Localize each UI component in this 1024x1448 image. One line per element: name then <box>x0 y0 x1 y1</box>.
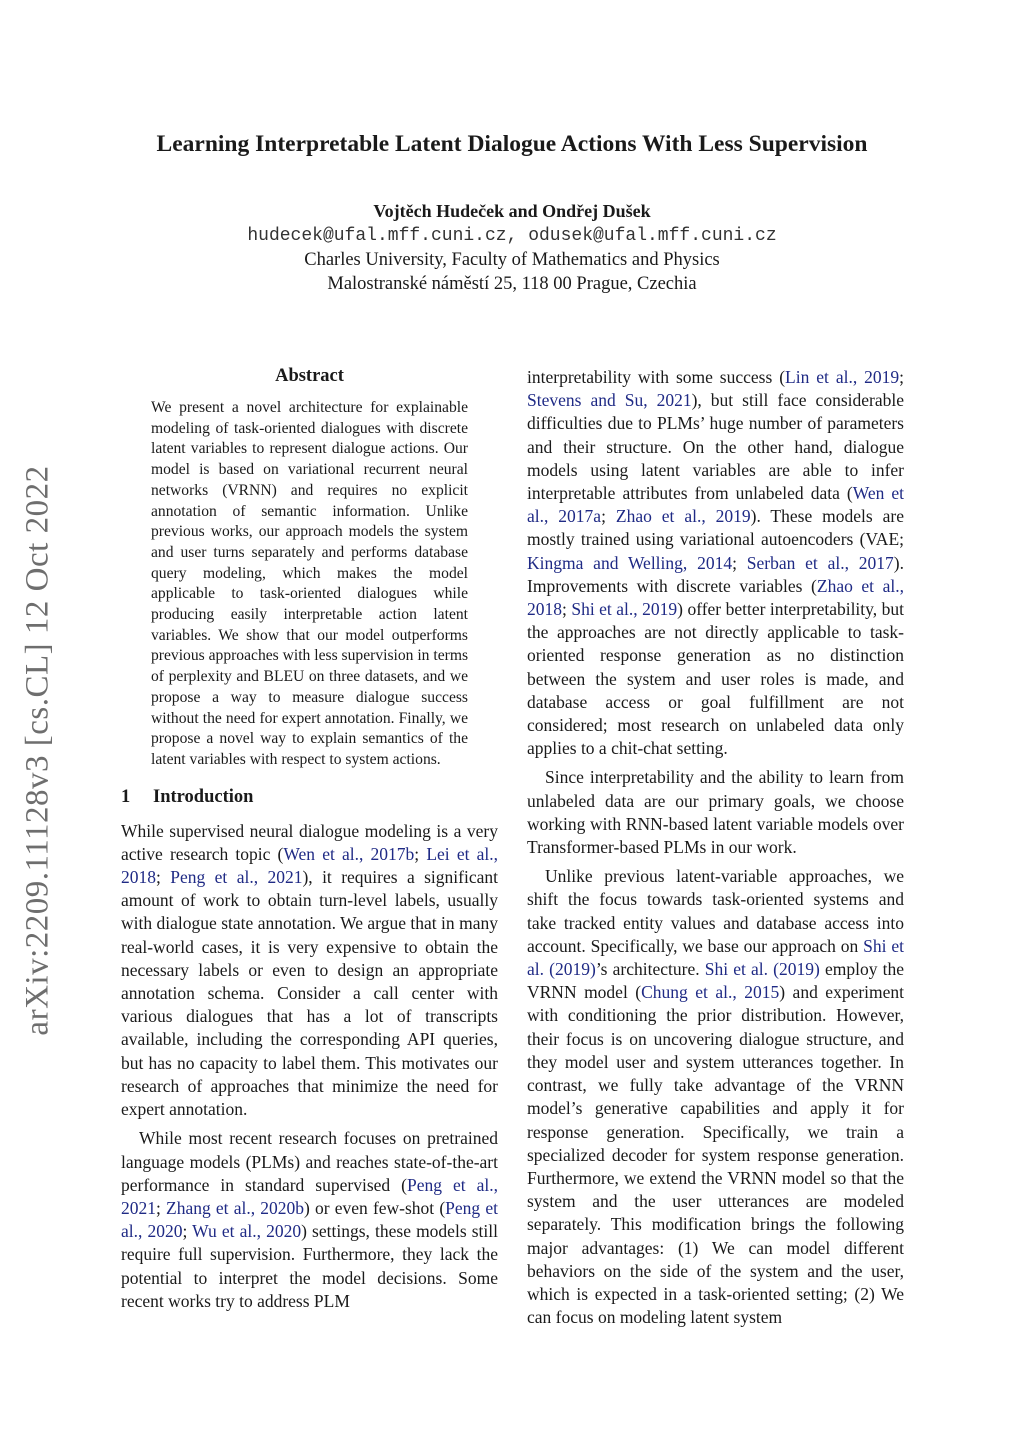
author-emails: hudecek@ufal.mff.cuni.cz, odusek@ufal.mff.cuni.cz <box>247 226 777 246</box>
text-run: While most recent research focuses on pretrained language models (PLMs) and reaches state-of-the-art performance in standard supervised ( <box>121 1128 498 1195</box>
left-column <box>121 366 498 1313</box>
section-title: Introduction <box>153 786 254 807</box>
text-run: ), but still face considerable difficulties due to PLMs’ huge number of parameters and their structure. On the other hand, dialogue models using latent variables are able to infer interpretable attributes from unlabeled data ( <box>527 390 904 504</box>
citation-link[interactable]: Zhao et al., 2019 <box>615 506 751 527</box>
text-run: ; <box>156 1197 167 1218</box>
arxiv-stamp <box>10 430 66 1070</box>
author-block <box>0 198 1024 296</box>
text-run: ) offer better interpretability, but the approaches are not directly applicable to task-oriented response generation as no distinction between the system and user roles is made, and database access or goal fulfillment are not considered; most research on unlabeled data only applies to a chit-chat setting. <box>527 599 904 759</box>
citation-link[interactable]: Zhang et al., 2020b <box>166 1197 304 1218</box>
intro-paragraph-2 <box>121 1127 498 1313</box>
paper-title: Learning Interpretable Latent Dialogue Actions With Less Supervision <box>156 131 868 157</box>
citation-link[interactable]: Lei et al., 2018 <box>121 843 498 888</box>
text-run: ; <box>156 867 171 888</box>
text-run: ), it requires a significant amount of work to obtain turn-level labels, usually with dialogue state annotation. We argue that in many real-world cases, it is very expensive to obtain the necessary labels or even to design an appropriate annotation schema. Consider a call center with various dialogues that has a lot of transcripts available, including the corresponding API queries, but has no capacity to label them. This motivates our research of approaches that minimize the need for expert annotation. <box>121 867 498 1120</box>
citation-link[interactable]: Peng et al., 2020 <box>121 1197 498 1242</box>
text-run: ; <box>562 599 572 620</box>
text-run: ; <box>182 1221 193 1242</box>
arxiv-identifier: arXiv:2209.11128v3 [cs.CL] 12 Oct 2022 <box>19 464 56 1036</box>
citation-link[interactable]: Shi et al., 2019 <box>571 599 678 620</box>
citation-link[interactable]: Wen et al., 2017a <box>527 483 905 527</box>
citation-link[interactable]: Chung et al., 2015 <box>641 982 780 1003</box>
citation-link[interactable]: Lin et al., 2019 <box>785 367 900 387</box>
citation-link[interactable]: Kingma and Welling, 2014 <box>527 552 733 573</box>
text-run: ) and experiment with conditioning the prior distribution. However, their focus is on uncovering dialogue structure, and they model user and system utterances together. In contrast, we fully take advantage of the VRNN model’s generative capabilities and apply it for response generation. Specifically, we train a specialized decoder for system response generation. Furthermore, we extend the VRNN model so that the system and the user utterances are modeled separately. This modification brings the following major advantages: (1) We can model different behaviors on the side of the system and the user, which is expected in a task-oriented setting; (2) We can focus on modeling latent system <box>527 982 905 1328</box>
section-number: 1 <box>121 786 131 807</box>
text-run: While supervised neural dialogue modeling is a very active research topic ( <box>121 820 498 864</box>
citation-link[interactable]: Peng et al., 2021 <box>170 867 303 888</box>
text-run: ; <box>732 552 747 573</box>
citation-link[interactable]: Wu et al., 2020 <box>192 1221 302 1242</box>
right-paragraph-1 <box>527 366 904 760</box>
citation-link[interactable]: Serban et al., 2017 <box>746 552 894 573</box>
text-run: ; <box>899 367 904 387</box>
section-heading-introduction <box>121 787 498 808</box>
citation-link[interactable]: Peng et al., 2021 <box>121 1174 498 1218</box>
text-run: ’s architecture. <box>595 959 705 980</box>
citation-link[interactable]: Shi et al. (2019) <box>527 935 904 980</box>
text-run: ) settings, these models still require full supervision. Furthermore, they lack the potential to interpret the model decisions. Some recent works try to address PLM <box>121 1221 498 1311</box>
citation-link[interactable]: Stevens and Su, 2021 <box>527 390 692 411</box>
text-run: employ the VRNN model ( <box>527 959 904 1003</box>
text-run: ; <box>414 843 427 864</box>
citation-link[interactable]: Wen et al., 2017b <box>283 843 415 864</box>
right-paragraph-2: Since interpretability and the ability to learn from unlabeled data are our primary goals, we choose working with RNN-based latent variable models over Transformer-based PLMs in our work. <box>527 767 904 858</box>
affiliation: Charles University, Faculty of Mathematics and Physics <box>304 250 720 270</box>
abstract-text: We present a novel architecture for explainable modeling of task-oriented dialogues with discrete latent variables to represent dialogue actions. Our model is based on variational recurrent neural networks (VRNN) and requires no explicit annotation of semantic information. Unlike previous works, our approach models the system and user turns separately and performs database query modeling, which makes the model applicable to task-oriented dialogues while producing easily interpretable action latent variables. We show that our model outperforms previous approaches with less supervision in terms of perplexity and BLEU on three datasets, and we propose a way to measure dialogue success without the need for expert annotation. Finally, we propose a novel way to explain semantics of the latent variables with respect to system actions. <box>151 399 469 768</box>
citation-link[interactable]: Shi et al. (2019) <box>704 959 820 980</box>
text-run: interpretability with some success ( <box>527 367 786 387</box>
right-paragraph-3 <box>527 865 904 1329</box>
text-run: ; <box>601 506 616 527</box>
text-run: ). Improvements with discrete variables ( <box>527 552 904 596</box>
right-column <box>527 366 904 1329</box>
text-run: ). These models are mostly trained using variational autoencoders (VAE; <box>527 506 904 550</box>
intro-paragraph-1 <box>121 820 498 1122</box>
address: Malostranské náměstí 25, 118 00 Prague, Czechia <box>327 274 697 294</box>
abstract-heading: Abstract <box>275 366 344 386</box>
author-names: Vojtěch Hudeček and Ondřej Dušek <box>373 201 651 221</box>
text-run: Unlike previous latent-variable approaches, we shift the focus towards task-oriented systems and take tracked entity values and database access into account. Specifically, we base our approach on <box>527 866 904 956</box>
text-run: ) or even few-shot ( <box>304 1197 446 1218</box>
citation-link[interactable]: Zhao et al., 2018 <box>527 575 904 620</box>
